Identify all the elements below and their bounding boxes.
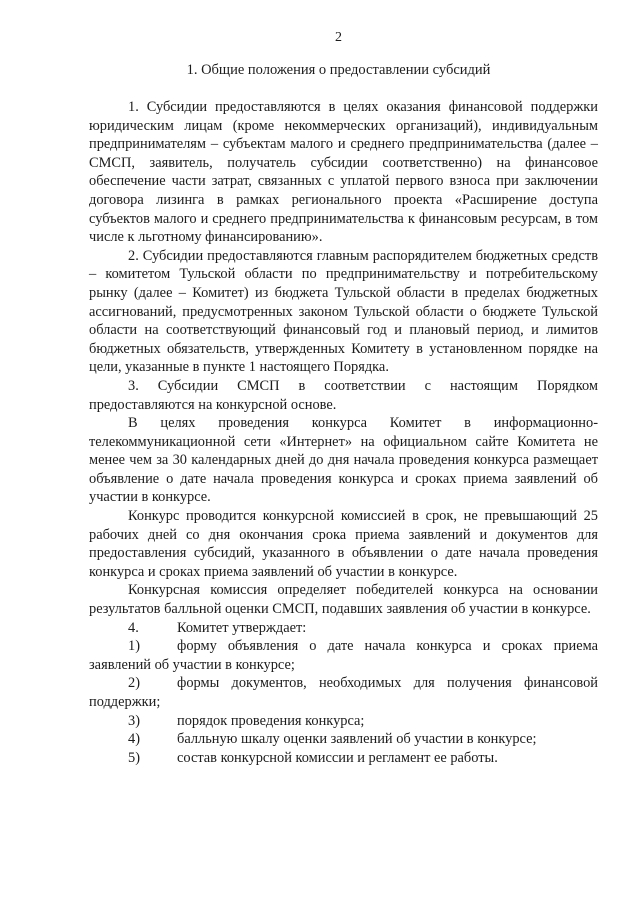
paragraph-3: 3. Субсидии СМСП в соответствии с настоящим Порядком предоставляются на конкурсной основе. xyxy=(89,377,598,413)
subitem-text: балльную шкалу оценки заявлений об участии в конкурсе; xyxy=(177,731,537,748)
subitem-2 xyxy=(89,674,598,711)
paragraph-1: 1. Субсидии предоставляются в целях оказания финансовой поддержки юридическим лицам (кроме некоммерческих организаций), индивидуальным предпринимателям – субъектам малого и среднего предпринимательства (далее – СМСП, заявитель, получатель субсидии соответственно) на финансовое обеспечение части затрат, связанных с уплатой первого взноса при заключении договора лизинга в рамках регионального проекта «Расширение доступа субъектов малого и среднего предпринимательства к финансовым ресурсам, в том числе к льготному финансированию». xyxy=(89,99,598,246)
item-4-text: Комитет утверждает: xyxy=(177,619,307,636)
item-4 xyxy=(89,619,598,638)
paragraph-contest-term: Конкурс проводится конкурсной комиссией в срок, не превышающий 25 рабочих дней со дня окончания срока приема заявлений и документов для предоставления субсидий, указанного в объявлении о дате начала проведения конкурса и сроках приема заявлений об участии в конкурсе. xyxy=(89,508,598,580)
subitem-4 xyxy=(89,730,598,749)
document-body xyxy=(89,98,598,767)
section-title: 1. Общие положения о предоставлении субсидий xyxy=(186,62,491,78)
subitem-text: форму объявления о дате начала конкурса и сроках приема заявлений об участии в конкурсе; xyxy=(89,638,598,673)
subitem-text: состав конкурсной комиссии и регламент ее работы. xyxy=(177,749,498,766)
subitem-number: 5) xyxy=(128,749,140,766)
subitem-text: формы документов, необходимых для получения финансовой поддержки; xyxy=(89,675,598,710)
paragraph-winners: Конкурсная комиссия определяет победителей конкурса на основании результатов балльной оценки СМСП, подавших заявления об участии в конкурсе. xyxy=(89,582,598,618)
subitem-number: 4) xyxy=(128,731,140,748)
subitem-3 xyxy=(89,712,598,731)
page-number: 2 xyxy=(335,30,342,45)
subitem-number: 2) xyxy=(128,675,140,692)
subitem-number: 3) xyxy=(128,712,140,729)
paragraph-2: 2. Субсидии предоставляются главным распорядителем бюджетных средств – комитетом Тульской области по предпринимательству и потребительскому рынку (далее – Комитет) из бюджета Тульской области в пределах бюджетных ассигнований, предусмотренных законом Тульской области о бюджете Тульской области на соответствующий финансовый год и плановый период, и лимитов бюджетных обязательств, утвержденных Комитету в установленном порядке на цели, указанные в пункте 1 настоящего Порядка. xyxy=(89,247,598,376)
subitem-5 xyxy=(89,749,598,768)
subitem-number: 1) xyxy=(128,638,140,655)
paragraph-announcement: В целях проведения конкурса Комитет в информационно-телекоммуникационной сети «Интернет» на официальном сайте Комитета не менее чем за 30 календарных дней до дня начала проведения конкурса размещает объявление о дате начала проведения конкурса и сроках приема заявлений об участии в конкурсе. xyxy=(89,415,598,506)
subitem-text: порядок проведения конкурса; xyxy=(177,712,365,729)
item-4-number: 4. xyxy=(128,619,139,636)
subitem-1 xyxy=(89,637,598,674)
